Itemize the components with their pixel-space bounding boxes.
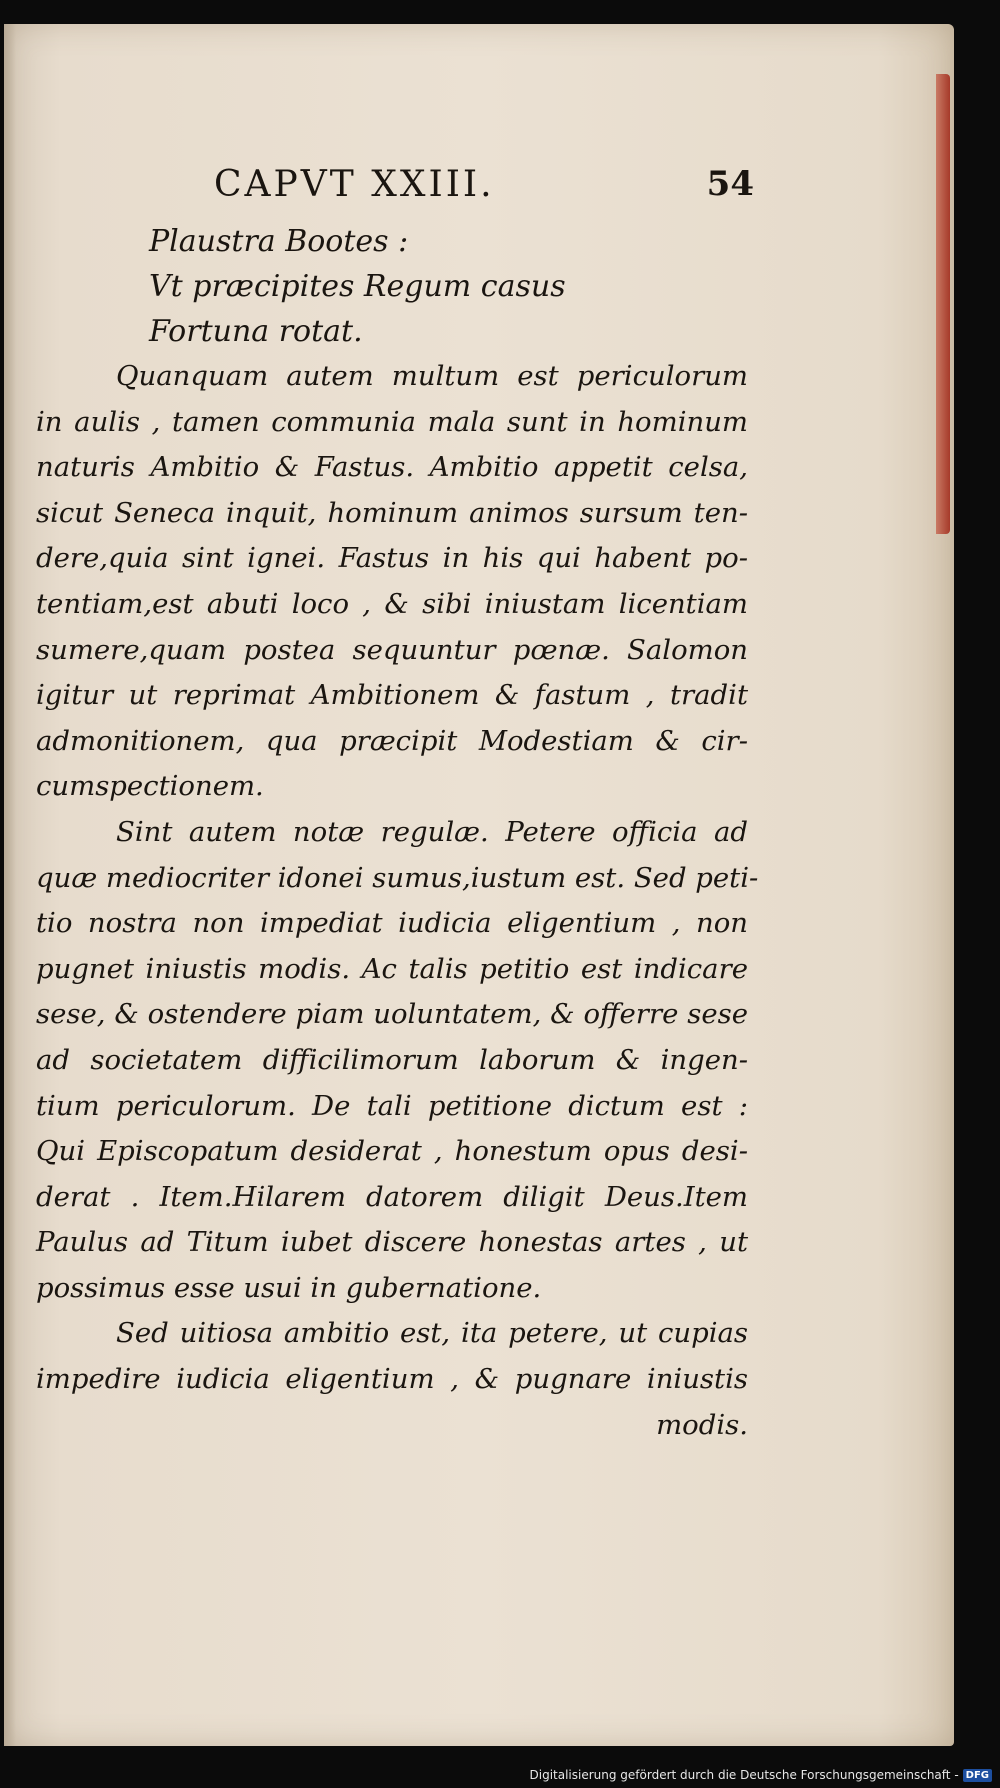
running-header — [214, 164, 754, 214]
text-line: pugnet iniustis modis. Ac talis petitio est indicare — [36, 952, 748, 985]
chapter-title: CAPVT XXIII. — [214, 164, 495, 205]
text-line: impedire iudicia eligentium , & pugnare iniustis — [36, 1363, 748, 1396]
binding-shadow — [4, 24, 16, 1746]
text-line: dere,quia sint ignei. Fastus in his qui habent po- — [36, 542, 748, 575]
text-line: Sint autem notæ regulæ. Petere officia ad — [116, 815, 748, 848]
digitization-credit — [530, 1768, 993, 1782]
credit-text: Digitalisierung gefördert durch die Deutsche Forschungsgemeinschaft - — [529, 1768, 959, 1782]
text-line: tentiam,est abuti loco , & sibi iniustam licentiam — [36, 587, 748, 620]
text-line: tio nostra non impediat iudicia eligentium , non — [36, 907, 748, 940]
text-line: in aulis , tamen communia mala sunt in hominum — [36, 405, 748, 438]
body-text — [36, 354, 759, 1448]
text-line: naturis Ambitio & Fastus. Ambitio appetit celsa, — [36, 451, 748, 484]
text-line: tium periculorum. De tali petitione dictum est : — [36, 1089, 748, 1122]
text-line: possimus esse usui in gubernatione. — [36, 1271, 542, 1304]
text-line: sumere,quam postea sequuntur pœnæ. Salomon — [36, 633, 748, 666]
text-line: sese, & ostendere piam uoluntatem, & offerre sese — [36, 998, 748, 1031]
text-line: quæ mediocriter idonei sumus,iustum est. Sed peti- — [36, 861, 759, 894]
book-page — [4, 24, 954, 1746]
text-line: Qui Episcopatum desiderat , honestum opus desi- — [36, 1135, 748, 1168]
text-line: Sed uitiosa ambitio est, ita petere, ut cupias — [116, 1317, 748, 1350]
text-line: modis. — [656, 1408, 748, 1441]
page-number: 54 — [706, 164, 754, 204]
text-line: admonitionem, qua præcipit Modestiam & cir- — [36, 724, 748, 757]
text-line: Paulus ad Titum iubet discere honestas artes , ut — [36, 1226, 748, 1259]
text-line: ad societatem difficilimorum laborum & ingen- — [36, 1043, 748, 1076]
verse-block — [149, 219, 649, 354]
text-line: Quanquam autem multum est periculorum — [116, 360, 748, 392]
text-line: sicut Seneca inquit, hominum animos sursum ten- — [36, 496, 748, 529]
verse-line: Plaustra Bootes : — [149, 224, 409, 259]
text-line: cumspectionem. — [36, 770, 264, 803]
verse-line: Vt præcipites Regum casus — [149, 269, 566, 304]
red-fore-edge — [936, 74, 950, 534]
verse-line: Fortuna rotat. — [149, 314, 363, 349]
dfg-logo: DFG — [963, 1769, 992, 1782]
text-line: derat . Item.Hilarem datorem diligit Deus.Item — [36, 1180, 748, 1213]
text-line: igitur ut reprimat Ambitionem & fastum , tradit — [36, 679, 748, 712]
